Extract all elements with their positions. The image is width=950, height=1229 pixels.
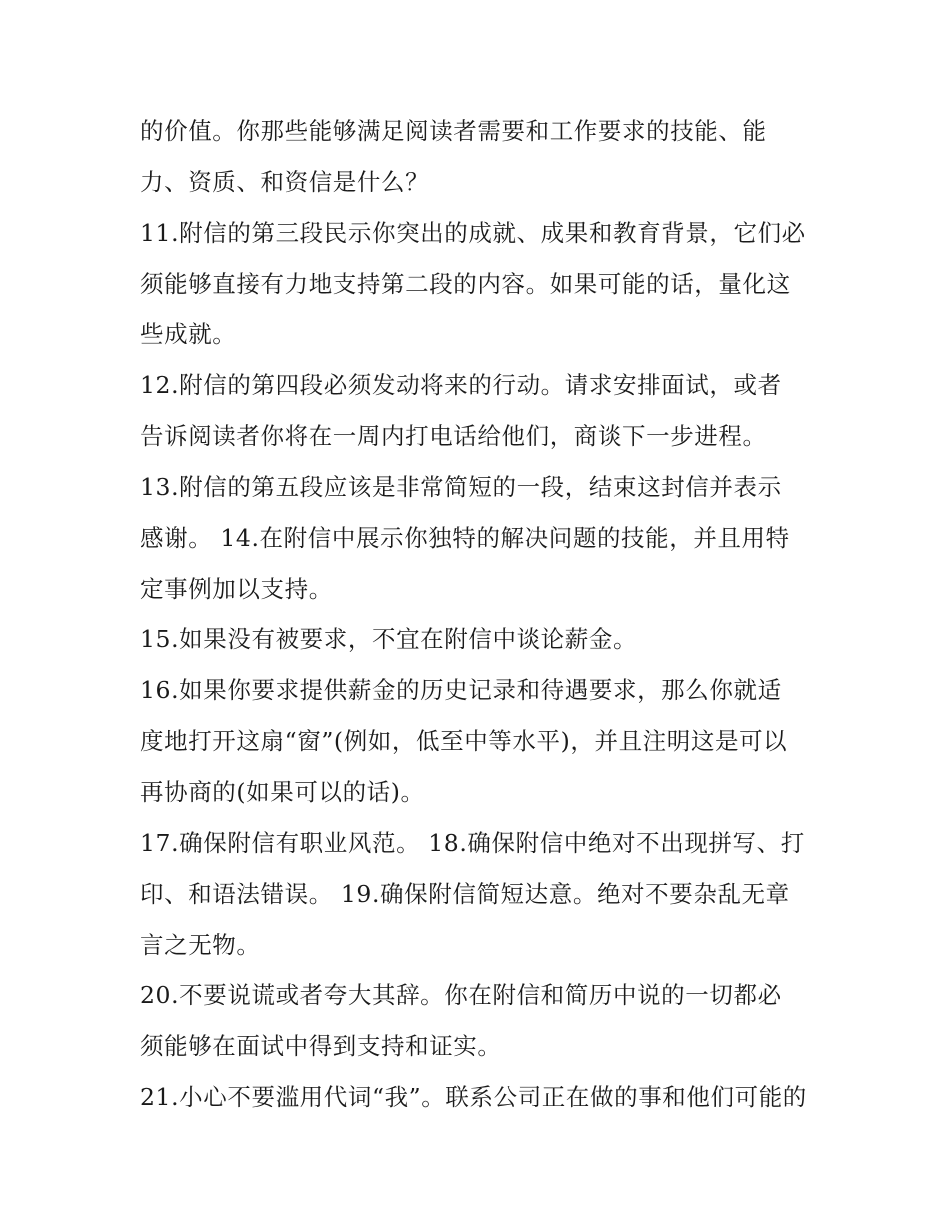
text-line: 11.附信的第三段民示你突出的成就、成果和教育背景，它们必: [140, 218, 806, 247]
text-line: 16.如果你要求提供薪金的历史记录和待遇要求，那么你就适: [140, 676, 782, 705]
text-line: 须能够在面试中得到支持和证实。: [140, 1032, 502, 1061]
text-line: 15.如果没有被要求，不宜在附信中谈论薪金。: [140, 625, 638, 654]
text-line: 20.不要说谎或者夸大其辞。你在附信和简历中说的一切都必: [140, 981, 782, 1010]
text-line: 感谢。 14.在附信中展示你独特的解决问题的技能，并且用特: [140, 523, 790, 552]
text-line: 言之无物。: [140, 930, 261, 959]
text-line: 的价值。你那些能够满足阅读者需要和工作要求的技能、能: [140, 117, 767, 145]
text-line: 度地打开这扇“窗”(例如，低至中等水平)，并且注明这是可以: [140, 727, 788, 756]
text-line: 12.附信的第四段必须发动将来的行动。请求安排面试，或者: [140, 371, 782, 400]
body-text: [140, 106, 820, 1123]
text-line: 17.确保附信有职业风范。 18.确保附信中绝对不出现拼写、打: [140, 828, 805, 857]
text-line: 21.小心不要滥用代词“我”。联系公司正在做的事和他们可能的: [140, 1083, 807, 1112]
text-line: 力、资质、和资信是什么？: [140, 167, 430, 196]
text-line: 须能够直接有力地支持第二段的内容。如果可能的话，量化这: [140, 269, 791, 298]
text-line: 13.附信的第五段应该是非常简短的一段，结束这封信并表示: [140, 472, 782, 501]
text-line: 再协商的(如果可以的话)。: [140, 777, 425, 806]
text-line: 定事例加以支持。: [140, 574, 333, 603]
text-line: 印、和语法错误。 19.确保附信简短达意。绝对不要杂乱无章: [140, 879, 790, 908]
text-line: 些成就。: [140, 320, 237, 349]
text-line: 告诉阅读者你将在一周内打电话给他们，商谈下一步进程。: [140, 422, 767, 451]
